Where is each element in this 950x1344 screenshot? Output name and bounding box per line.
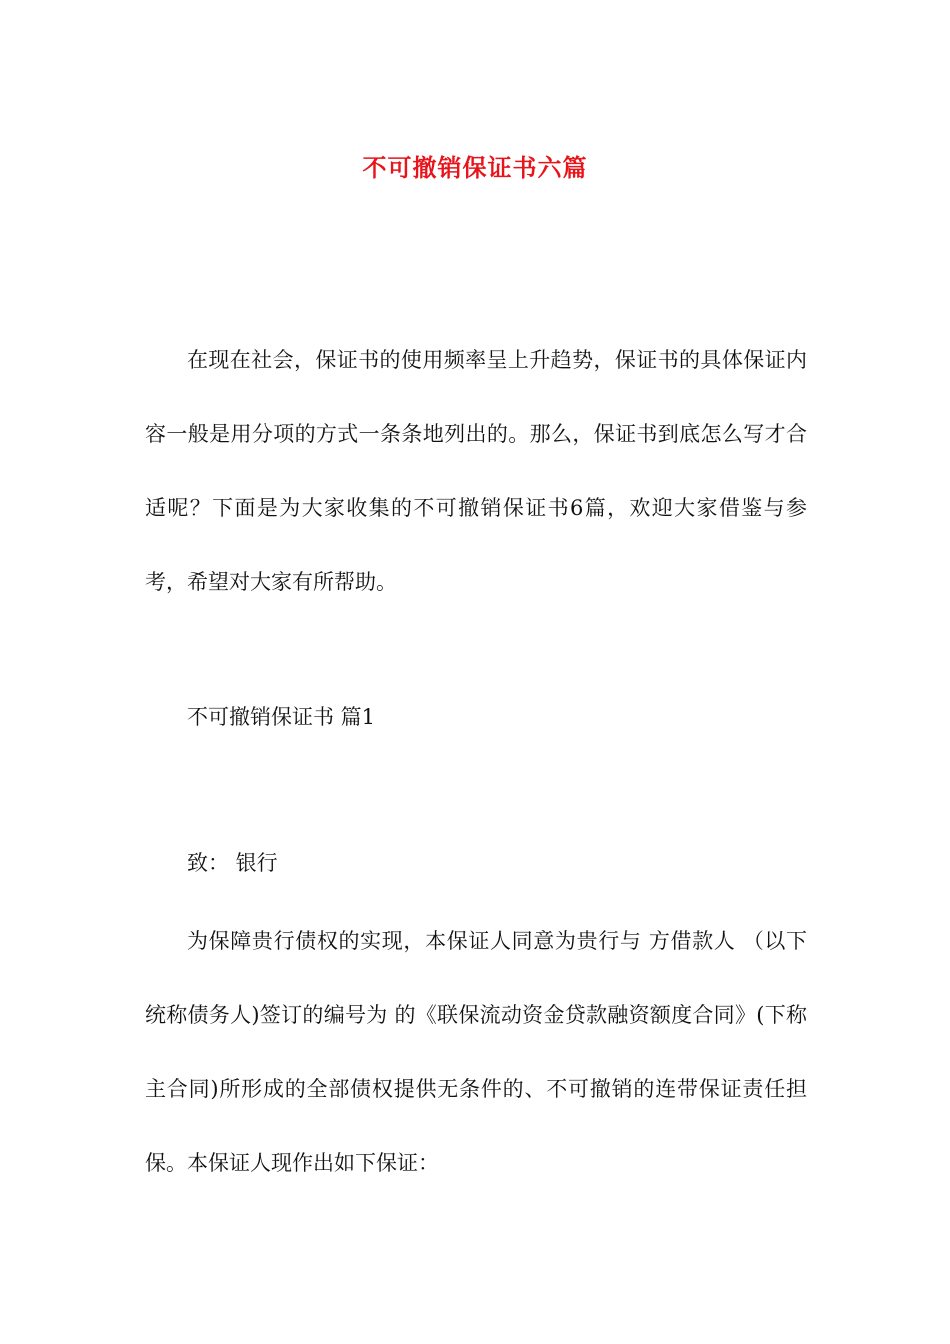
document-title: 不可撤销保证书六篇: [362, 153, 588, 183]
recipient-line: 致： 银行: [187, 851, 278, 875]
section-heading: 不可撤销保证书 篇1: [187, 705, 376, 729]
intro-paragraph: 在现在社会，保证书的使用频率呈上升趋势，保证书的具体保证内容一般是用分项的方式一条条地列出的。那么，保证书到底怎么写才合适呢？下面是为大家收集的不可撤销保证书6篇，欢迎大家借鉴与参考，希望对大家有所帮助。: [145, 348, 807, 594]
section-body-paragraph: 为保障贵行债权的实现，本保证人同意为贵行与 方借款人 （以下统称债务人)签订的编号为 的《联保流动资金贷款融资额度合同》(下称主合同)所形成的全部债权提供无条件的、不可撤销的连带保证责任担保。本保证人现作出如下保证：: [145, 929, 807, 1175]
